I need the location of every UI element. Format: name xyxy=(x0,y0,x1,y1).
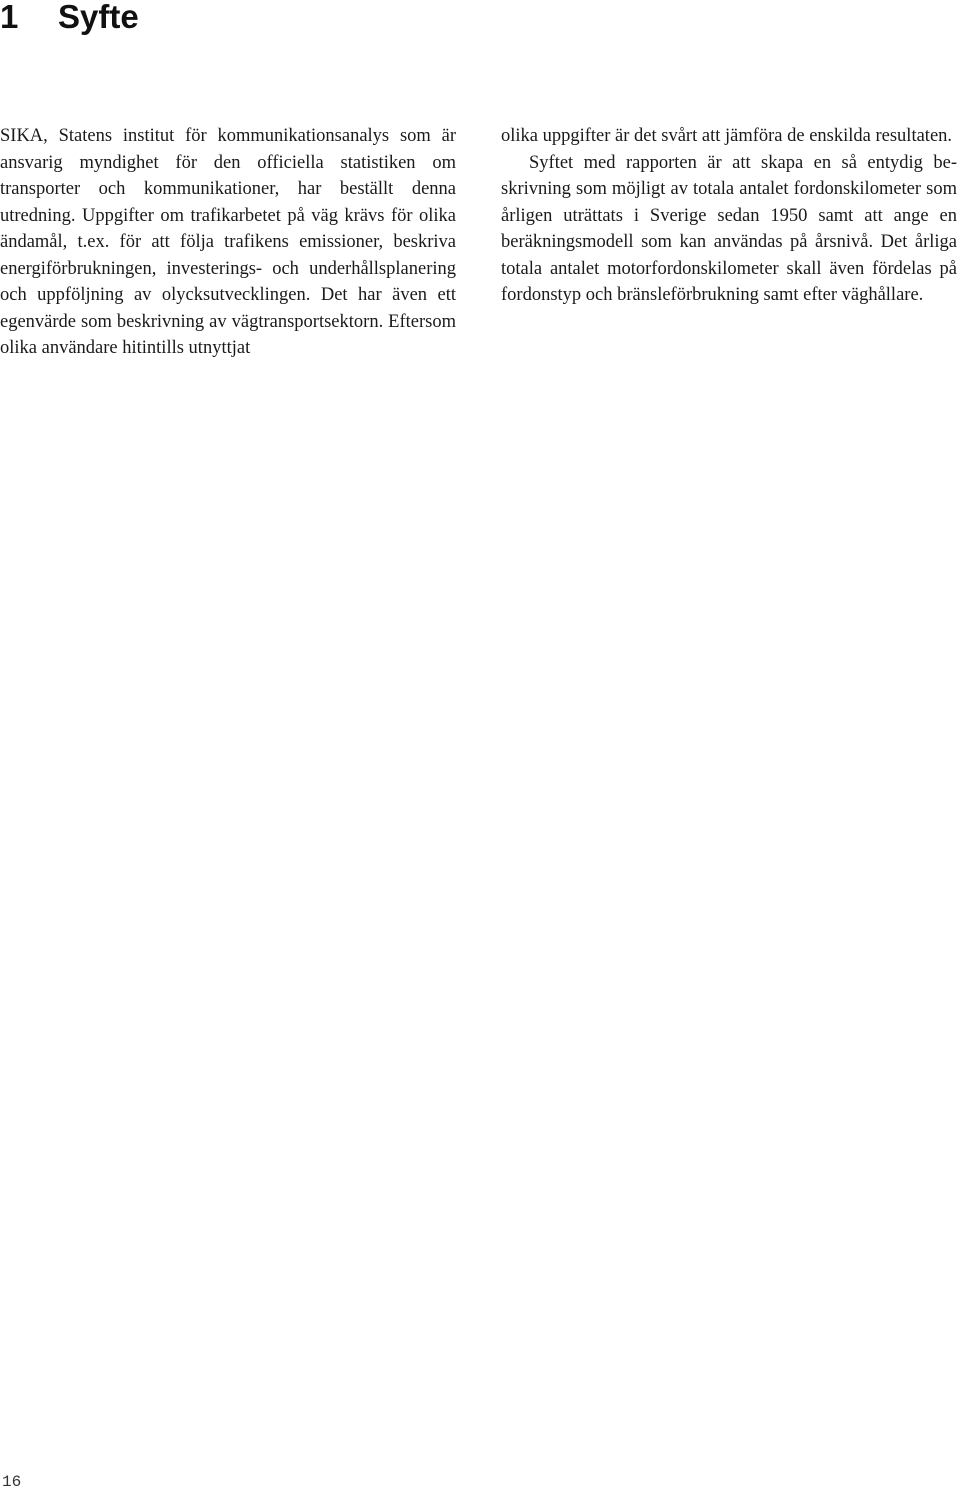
section-heading xyxy=(0,0,139,34)
body-paragraph: SIKA, Statens institut för kommunikationsanalys som är ansvarig myndighet för den officiella statistiken om transporter och kommunikationer, har beställt denna utredning. Uppgifter om trafikarbetet på väg krävs för olika ändamål, t.ex. för att följa trafikens emissioner, beskriva energiförbrukningen, investerings- och underhållsplanering och uppföljning av olycksutvecklingen. Det har även ett egenvärde som beskrivning av vägtransportsektorn. Eftersom olika användare hitintills utnyttjat xyxy=(0,126,456,358)
body-paragraph: Syftet med rapporten är att skapa en så entydig beskrivning som möjligt av totala antalet fordonskilometer som årligen uträttats i Sverige sedan 1950 samt att ange en beräkningsmodell som kan användas på årsnivå. Det årliga totala antalet motorfordonskilometer skall även fördelas på fordonstyp och bränsleförbrukning samt efter väghållare. xyxy=(501,152,957,305)
page-number: 16 xyxy=(2,1473,22,1491)
section-number: 1 xyxy=(0,0,19,35)
body-paragraph-continuation: olika uppgifter är det svårt att jämföra de enskilda resultaten. xyxy=(501,126,953,146)
left-column xyxy=(0,123,456,362)
right-column xyxy=(501,123,957,309)
section-title: Syfte xyxy=(58,0,139,35)
